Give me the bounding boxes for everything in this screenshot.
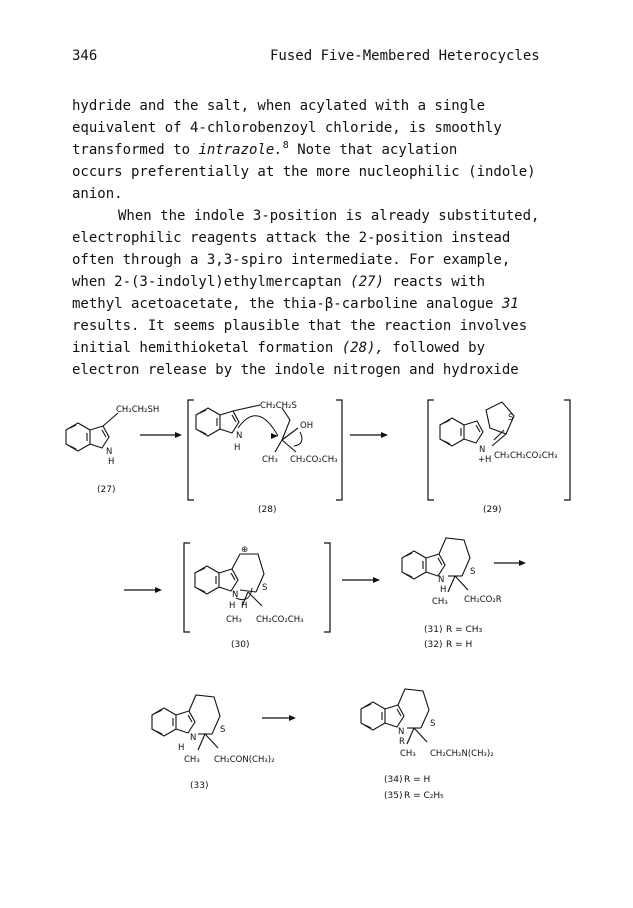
compound-30	[195, 545, 304, 650]
text-fragment: initial hemithioketal formation	[72, 340, 342, 356]
compound-number: (35)	[384, 791, 403, 801]
running-head: Fused Five-Membered Heterocycles	[270, 48, 540, 64]
substituent-label: CH₂CO₂CH₃	[256, 615, 304, 625]
atom-label: N	[398, 727, 405, 737]
substituent-definition: R = CH₃	[446, 625, 483, 635]
atom-label: S	[508, 413, 514, 423]
text-line: often through a 3,3-spiro intermediate. For example,	[72, 252, 511, 268]
substituent-label: CH₂CH₂SH	[116, 405, 160, 415]
substituent-label: CH₂CO₂CH₃	[510, 451, 558, 461]
compound-ref: (28),	[341, 340, 384, 356]
atom-label: H	[440, 585, 447, 595]
compound-ref: (27)	[350, 274, 384, 290]
atom-label: H	[229, 601, 236, 611]
atom-label: N	[479, 445, 486, 455]
atom-label: OH	[300, 421, 314, 431]
substituent-label: CH₃	[432, 597, 448, 607]
atom-label: S	[470, 567, 476, 577]
atom-label: H	[178, 743, 185, 753]
text-line: electron release by the indole nitrogen and hydroxide	[72, 362, 519, 378]
reaction-arrow	[494, 560, 526, 566]
substituent-label: CH₃	[494, 451, 510, 461]
atom-label: H	[108, 457, 115, 467]
compound-number: (27)	[97, 485, 116, 495]
compound-29	[440, 402, 558, 515]
atom-label: H	[241, 601, 248, 611]
compound-28	[196, 401, 338, 515]
reaction-arrow	[350, 432, 388, 438]
text-line: anion.	[72, 186, 123, 202]
atom-label: N	[106, 447, 113, 457]
substituent-label: CH₂CH₂N(CH₃)₂	[430, 749, 494, 759]
compound-number: (33)	[190, 781, 209, 791]
text-line: electrophilic reagents attack the 2-position instead	[72, 230, 511, 246]
substituent-label: CH₃	[262, 455, 278, 465]
compound-number: (28)	[258, 505, 277, 515]
compound-number: (30)	[231, 640, 250, 650]
reaction-arrow	[124, 587, 162, 593]
atom-label: S	[220, 725, 226, 735]
atom-label: N	[438, 575, 445, 585]
text-line: results. It seems plausible that the reaction involves	[72, 318, 528, 334]
substituent-label: CH₂CO₂R	[464, 595, 502, 605]
reaction-arrow	[262, 715, 296, 721]
atom-label: N	[236, 431, 243, 441]
compound-34-35	[361, 689, 494, 801]
text-fragment: transformed to	[72, 142, 199, 158]
text-line: When the indole 3-position is already substituted,	[118, 208, 540, 224]
text-fragment: reacts with	[383, 274, 486, 290]
atom-label: H	[485, 455, 492, 465]
atom-label: N	[190, 733, 197, 743]
bracket-28	[188, 400, 342, 500]
text-line: equivalent of 4-chlorobenzoyl chloride, is smoothly	[72, 120, 502, 136]
reaction-arrow	[342, 577, 380, 583]
substituent-label: CH₃	[400, 749, 416, 759]
compound-33	[152, 695, 275, 791]
compound-number: (34)	[384, 775, 403, 785]
compound-27	[66, 405, 159, 495]
substituent-label: CH₃	[184, 755, 200, 765]
substituent-label: CH₂CON(CH₃)₂	[214, 755, 275, 765]
substituent-label: CH₃	[226, 615, 242, 625]
atom-label: N	[232, 590, 239, 600]
substituent-label: CH₂CO₂CH₃	[290, 455, 338, 465]
compound-ref: 31	[501, 296, 519, 312]
substituent-definition: R = H	[404, 775, 431, 785]
text-fragment: when 2-(3-indolyl)ethylmercaptan	[72, 274, 351, 290]
compound-number: (29)	[483, 505, 502, 515]
substituent-definition: R = C₂H₅	[404, 791, 444, 801]
atom-label: S	[262, 583, 268, 593]
page-number: 346	[72, 48, 98, 64]
substituent-definition: R = H	[446, 640, 473, 650]
compound-number: (32)	[424, 640, 443, 650]
atom-label: S	[430, 719, 436, 729]
text-line: occurs preferentially at the more nucleophilic (indole)	[72, 164, 536, 180]
reaction-arrow	[140, 432, 182, 438]
atom-label: H	[234, 443, 241, 453]
bracket-29	[428, 400, 570, 500]
compound-number: (31)	[424, 625, 443, 635]
text-line: hydride and the salt, when acylated with a single	[72, 98, 486, 114]
charge-label: ⊕	[241, 545, 249, 555]
reference-marker: 8	[282, 140, 289, 151]
compound-name: intrazole.	[198, 142, 283, 158]
substituent-label: CH₂CH₂S	[260, 401, 297, 411]
text-fragment: methyl acetoacetate, the thia-β-carboline analogue	[72, 296, 502, 312]
text-fragment: followed by	[383, 340, 486, 356]
text-fragment: Note that acylation	[288, 142, 458, 158]
charge-label: +	[478, 455, 486, 465]
compound-31-32	[402, 538, 502, 650]
atom-label: R	[399, 737, 405, 747]
